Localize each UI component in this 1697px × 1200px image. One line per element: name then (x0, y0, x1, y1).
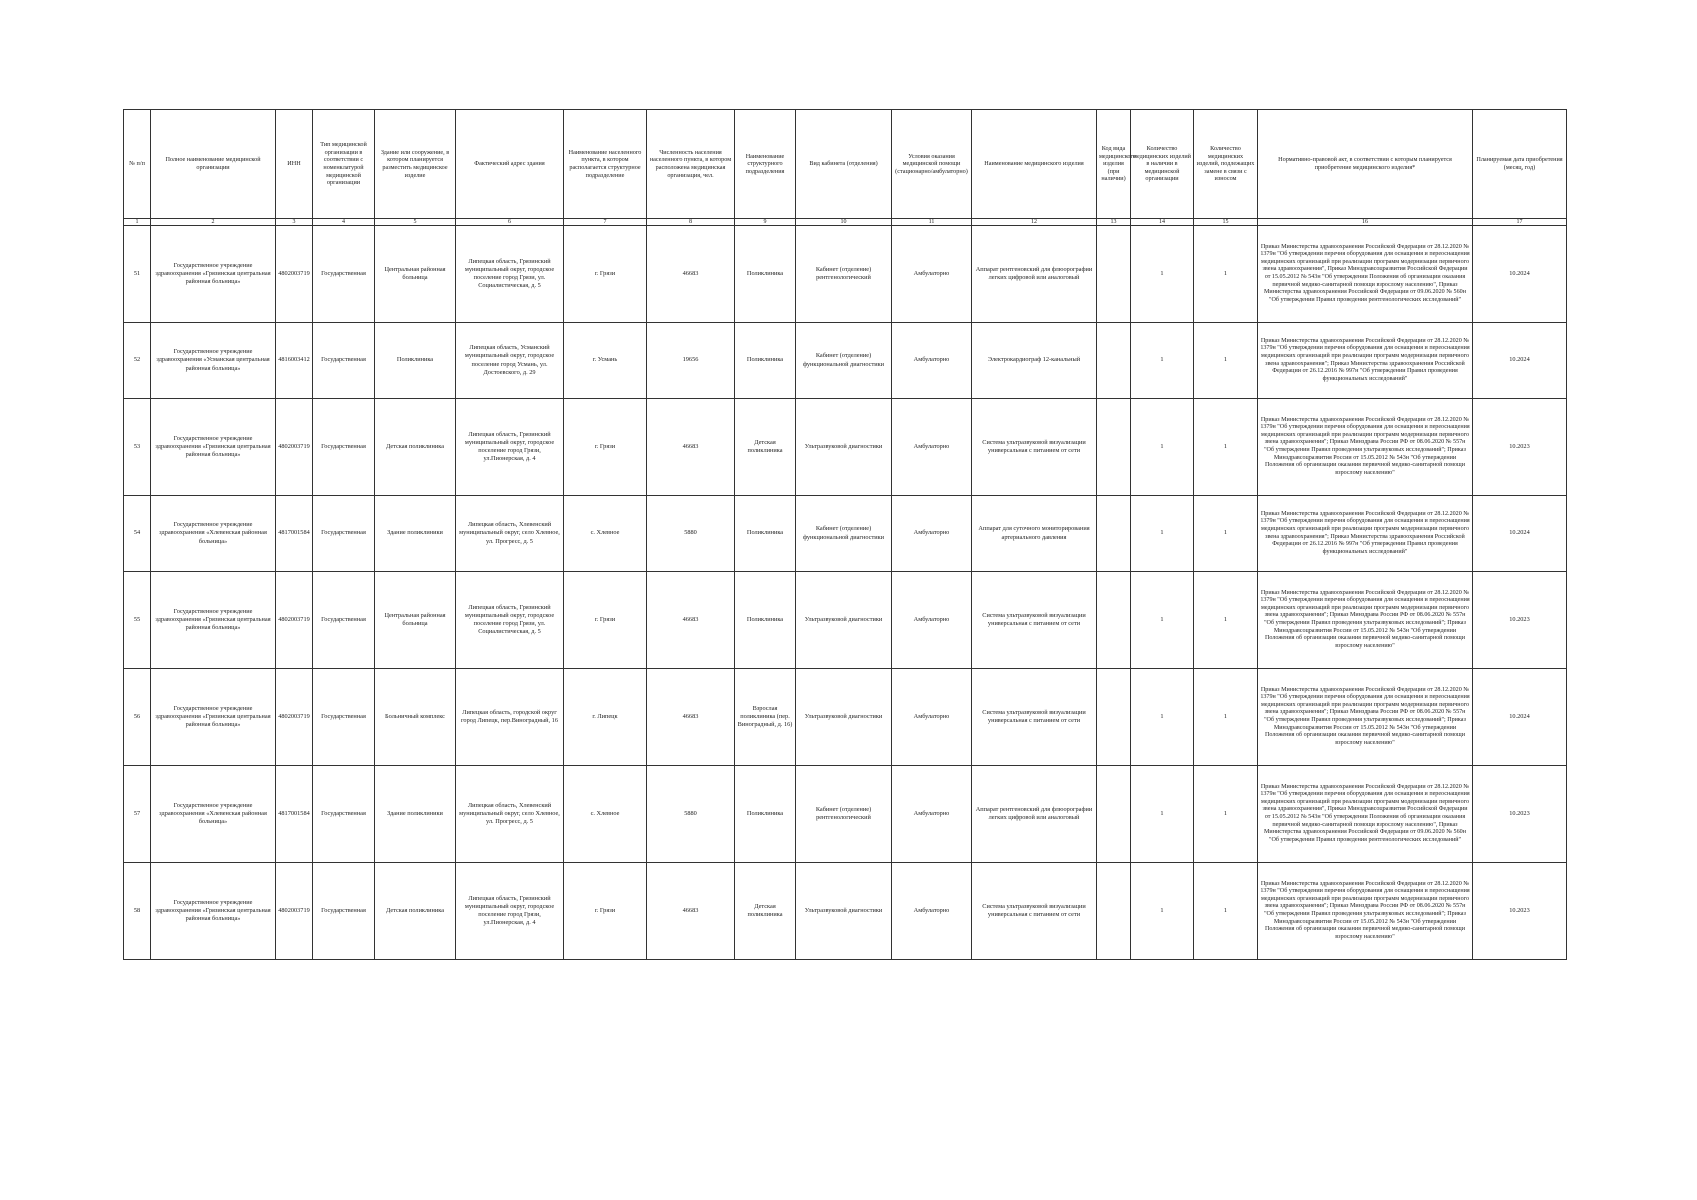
device-code-cell (1097, 572, 1131, 669)
column-number: 16 (1258, 219, 1473, 226)
cabinet-cell: Ультразвуковой диагностики (796, 669, 892, 766)
table-row (124, 399, 1567, 496)
inn-cell: 4802003719 (276, 572, 313, 669)
device-cell: Система ультразвуковой визуализации универсальная с питанием от сети (972, 399, 1097, 496)
device-code-cell (1097, 399, 1131, 496)
building-cell: Центральная районная больница (375, 226, 456, 323)
address-cell: Липецкая область, Грязинский муниципальный округ, городское поселение город Грязи, ул. Социалистическая, д. 5 (456, 226, 564, 323)
org-name-cell: Государственное учреждение здравоохранения «Хлевенская районная больница» (151, 496, 276, 572)
building-cell: Здание поликлиники (375, 496, 456, 572)
purchase-date-cell: 10.2023 (1473, 766, 1567, 863)
column-number: 8 (647, 219, 735, 226)
qty-replace-cell: 1 (1194, 323, 1258, 399)
building-cell: Поликлиника (375, 323, 456, 399)
qty-replace-cell: 1 (1194, 226, 1258, 323)
column-header: Условия оказания медицинской помощи (стационарно/амбулаторно) (892, 110, 972, 219)
conditions-cell: Амбулаторно (892, 399, 972, 496)
table-row (124, 863, 1567, 960)
qty-available-cell: 1 (1131, 766, 1194, 863)
population-cell: 46683 (647, 226, 735, 323)
column-header: Планируемая дата приобретения (месяц, год) (1473, 110, 1567, 219)
column-number: 11 (892, 219, 972, 226)
org-name-cell: Государственное учреждение здравоохранения «Грязинская центральная районная больница» (151, 572, 276, 669)
population-cell: 46683 (647, 572, 735, 669)
org-type-cell: Государственная (313, 766, 375, 863)
device-cell: Аппарат для суточного мониторирования артериального давления (972, 496, 1097, 572)
row-number-cell: 53 (124, 399, 151, 496)
column-header: Нормативно-правовой акт, в соответствии с которым планируется приобретение медицинского изделия* (1258, 110, 1473, 219)
qty-available-cell: 1 (1131, 572, 1194, 669)
device-cell: Аппарат рентгеновский для флюорографии легких цифровой или аналоговый (972, 226, 1097, 323)
population-cell: 46683 (647, 863, 735, 960)
column-header: Полное наименование медицинской организации (151, 110, 276, 219)
row-number-cell: 54 (124, 496, 151, 572)
settlement-cell: с. Хлевное (564, 496, 647, 572)
cabinet-cell: Кабинет (отделение) рентгенологический (796, 766, 892, 863)
inn-cell: 4802003719 (276, 863, 313, 960)
device-cell: Система ультразвуковой визуализации универсальная с питанием от сети (972, 572, 1097, 669)
conditions-cell: Амбулаторно (892, 572, 972, 669)
unit-cell: Поликлиника (735, 572, 796, 669)
building-cell: Детская поликлиника (375, 399, 456, 496)
unit-cell: Поликлиника (735, 226, 796, 323)
column-header: Тип медицинской организации в соответствии с номенклатурой медицинской организации (313, 110, 375, 219)
inn-cell: 4802003719 (276, 669, 313, 766)
legal-act-cell: Приказ Министерства здравоохранения Российской Федерации от 28.12.2020 № 1379н "Об утверждении перечня оборудования для оснащения и переоснащения медицинских организаций при реализации программ модернизации первичного звена здравоохранения"; Приказ Минздрава России РФ от 08.06.2020 № 557н "Об утверждении Правил проведения ультразвуковых исследований"; Приказ Минздравсоцразвития России от 15.05.2012 № 543н "Об утверждении Положения об организации оказания первичной медико-санитарной помощи взрослому населению" (1258, 669, 1473, 766)
device-cell: Электрокардиограф 12-канальный (972, 323, 1097, 399)
table-row (124, 226, 1567, 323)
address-cell: Липецкая область, Хлевенский муниципальный округ, село Хлевное, ул. Прогресс, д. 5 (456, 766, 564, 863)
org-type-cell: Государственная (313, 669, 375, 766)
org-name-cell: Государственное учреждение здравоохранения «Усманская центральная районная больница» (151, 323, 276, 399)
population-cell: 19656 (647, 323, 735, 399)
settlement-cell: с. Хлевное (564, 766, 647, 863)
org-name-cell: Государственное учреждение здравоохранения «Грязинская центральная районная больница» (151, 669, 276, 766)
qty-available-cell: 1 (1131, 863, 1194, 960)
column-number: 3 (276, 219, 313, 226)
population-cell: 46683 (647, 669, 735, 766)
inn-cell: 4802003719 (276, 399, 313, 496)
settlement-cell: г. Грязи (564, 226, 647, 323)
row-number-cell: 51 (124, 226, 151, 323)
row-number-cell: 52 (124, 323, 151, 399)
device-cell: Система ультразвуковой визуализации универсальная с питанием от сети (972, 863, 1097, 960)
conditions-cell: Амбулаторно (892, 323, 972, 399)
row-number-cell: 55 (124, 572, 151, 669)
header-row (124, 110, 1567, 219)
org-name-cell: Государственное учреждение здравоохранения «Грязинская центральная районная больница» (151, 399, 276, 496)
legal-act-cell: Приказ Министерства здравоохранения Российской Федерации от 28.12.2020 № 1379н "Об утверждении перечня оборудования для оснащения и переоснащения медицинских организаций при реализации программ модернизации первичного звена здравоохранения"; Приказ Министерства здравоохранения Российской Федерации от 26.12.2016 № 997н "Об утверждении Правил проведения функциональных исследований" (1258, 323, 1473, 399)
row-number-cell: 57 (124, 766, 151, 863)
column-number: 12 (972, 219, 1097, 226)
table-row (124, 496, 1567, 572)
org-type-cell: Государственная (313, 323, 375, 399)
column-header: Численность населения населенного пункта, в котором расположена медицинская организация, чел. (647, 110, 735, 219)
purchase-date-cell: 10.2024 (1473, 496, 1567, 572)
qty-available-cell: 1 (1131, 226, 1194, 323)
legal-act-cell: Приказ Министерства здравоохранения Российской Федерации от 28.12.2020 № 1379н "Об утверждении перечня оборудования для оснащения и переоснащения медицинских организаций при реализации программ модернизации первичного звена здравоохранения", Приказ Минздравсоцразвития Российской Федерации от 15.05.2012 № 543н "Об утверждении Положения об организации оказания первичной медико-санитарной помощи взрослому населению", Приказ Министерства здравоохранения Российской Федерации от 09.06.2020 № 560н "Об утверждении Правил проведения рентгенологических исследований" (1258, 226, 1473, 323)
device-code-cell (1097, 766, 1131, 863)
legal-act-cell: Приказ Министерства здравоохранения Российской Федерации от 28.12.2020 № 1379н "Об утверждении перечня оборудования для оснащения и переоснащения медицинских организаций при реализации программ модернизации первичного звена здравоохранения"; Приказ Минздрава России РФ от 08.06.2020 № 557н "Об утверждении Правил проведения ультразвуковых исследований"; Приказ Минздравсоцразвития России от 15.05.2012 № 543н "Об утверждении Положения об организации оказания первичной медико-санитарной помощи взрослому населению" (1258, 399, 1473, 496)
org-type-cell: Государственная (313, 572, 375, 669)
device-code-cell (1097, 863, 1131, 960)
unit-cell: Поликлиника (735, 496, 796, 572)
address-cell: Липецкая область, Хлевенский муниципальный округ, село Хлевное, ул. Прогресс, д. 5 (456, 496, 564, 572)
qty-available-cell: 1 (1131, 496, 1194, 572)
device-code-cell (1097, 669, 1131, 766)
org-name-cell: Государственное учреждение здравоохранения «Грязинская центральная районная больница» (151, 226, 276, 323)
address-cell: Липецкая область, Усманский муниципальный округ, городское поселение город Усмань, ул. Достоевского, д. 29 (456, 323, 564, 399)
conditions-cell: Амбулаторно (892, 669, 972, 766)
column-header: Наименование структурного подразделения (735, 110, 796, 219)
inn-cell: 4817001584 (276, 496, 313, 572)
qty-replace-cell: 1 (1194, 399, 1258, 496)
settlement-cell: г. Грязи (564, 399, 647, 496)
column-header: Количество медицинских изделий, подлежащих замене в связи с износом (1194, 110, 1258, 219)
column-header: Код вида медицинского изделия (при наличии) (1097, 110, 1131, 219)
building-cell: Больничный комплекс (375, 669, 456, 766)
building-cell: Детская поликлиника (375, 863, 456, 960)
qty-available-cell: 1 (1131, 669, 1194, 766)
legal-act-cell: Приказ Министерства здравоохранения Российской Федерации от 28.12.2020 № 1379н "Об утверждении перечня оборудования для оснащения и переоснащения медицинских организаций при реализации программ модернизации первичного звена здравоохранения"; Приказ Министерства здравоохранения Российской Федерации от 26.12.2016 № 997н "Об утверждении Правил проведения функциональных исследований" (1258, 496, 1473, 572)
qty-replace-cell: 1 (1194, 766, 1258, 863)
qty-replace-cell: 1 (1194, 863, 1258, 960)
column-number: 13 (1097, 219, 1131, 226)
population-cell: 46683 (647, 399, 735, 496)
table-row (124, 572, 1567, 669)
table-row (124, 669, 1567, 766)
qty-replace-cell: 1 (1194, 496, 1258, 572)
table-body (124, 226, 1567, 960)
device-cell: Система ультразвуковой визуализации универсальная с питанием от сети (972, 669, 1097, 766)
inn-cell: 4802003719 (276, 226, 313, 323)
settlement-cell: г. Грязи (564, 863, 647, 960)
settlement-cell: г. Усмань (564, 323, 647, 399)
column-number: 7 (564, 219, 647, 226)
column-number: 1 (124, 219, 151, 226)
row-number-cell: 58 (124, 863, 151, 960)
cabinet-cell: Ультразвуковой диагностики (796, 863, 892, 960)
purchase-date-cell: 10.2024 (1473, 226, 1567, 323)
column-number: 15 (1194, 219, 1258, 226)
conditions-cell: Амбулаторно (892, 496, 972, 572)
column-header: ИНН (276, 110, 313, 219)
qty-replace-cell: 1 (1194, 572, 1258, 669)
org-type-cell: Государственная (313, 226, 375, 323)
building-cell: Здание поликлиники (375, 766, 456, 863)
column-number: 10 (796, 219, 892, 226)
inn-cell: 4817001584 (276, 766, 313, 863)
unit-cell: Поликлиника (735, 766, 796, 863)
device-code-cell (1097, 323, 1131, 399)
org-type-cell: Государственная (313, 496, 375, 572)
unit-cell: Детская поликлиника (735, 399, 796, 496)
row-number-cell: 56 (124, 669, 151, 766)
building-cell: Центральная районная больница (375, 572, 456, 669)
column-number: 14 (1131, 219, 1194, 226)
population-cell: 5880 (647, 766, 735, 863)
cabinet-cell: Ультразвуковой диагностики (796, 572, 892, 669)
device-code-cell (1097, 226, 1131, 323)
column-number: 9 (735, 219, 796, 226)
cabinet-cell: Кабинет (отделение) функциональной диагностики (796, 323, 892, 399)
table-row (124, 323, 1567, 399)
column-number: 4 (313, 219, 375, 226)
unit-cell: Поликлиника (735, 323, 796, 399)
legal-act-cell: Приказ Министерства здравоохранения Российской Федерации от 28.12.2020 № 1379н "Об утверждении перечня оборудования для оснащения и переоснащения медицинских организаций при реализации программ модернизации первичного звена здравоохранения"; Приказ Минздрава России РФ от 08.06.2020 № 557н "Об утверждении Правил проведения ультразвуковых исследований"; Приказ Минздравсоцразвития России от 15.05.2012 № 543н "Об утверждении Положения об организации оказания первичной медико-санитарной помощи взрослому населению" (1258, 572, 1473, 669)
column-number: 2 (151, 219, 276, 226)
column-number-row (124, 219, 1567, 226)
column-header: Количество медицинских изделий в наличии в медицинской организации (1131, 110, 1194, 219)
org-name-cell: Государственное учреждение здравоохранения «Хлевенская районная больница» (151, 766, 276, 863)
qty-replace-cell: 1 (1194, 669, 1258, 766)
cabinet-cell: Ультразвуковой диагностики (796, 399, 892, 496)
population-cell: 5880 (647, 496, 735, 572)
qty-available-cell: 1 (1131, 399, 1194, 496)
unit-cell: Взрослая поликлиника (пер. Виноградный, д. 16) (735, 669, 796, 766)
device-code-cell (1097, 496, 1131, 572)
conditions-cell: Амбулаторно (892, 226, 972, 323)
inn-cell: 4816003412 (276, 323, 313, 399)
legal-act-cell: Приказ Министерства здравоохранения Российской Федерации от 28.12.2020 № 1379н "Об утверждении перечня оборудования для оснащения и переоснащения медицинских организаций при реализации программ модернизации первичного звена здравоохранения", Приказ Минздравсоцразвития Российской Федерации от 15.05.2012 № 543н "Об утверждении Положения об организации оказания первичной медико-санитарной помощи взрослому населению", Приказ Министерства здравоохранения Российской Федерации от 09.06.2020 № 560н "Об утверждении Правил проведения рентгенологических исследований" (1258, 766, 1473, 863)
column-header: Наименование населенного пункта, в котором располагается структурное подразделение (564, 110, 647, 219)
purchase-date-cell: 10.2023 (1473, 863, 1567, 960)
qty-available-cell: 1 (1131, 323, 1194, 399)
column-number: 6 (456, 219, 564, 226)
column-header: Фактический адрес здания (456, 110, 564, 219)
column-header: Здание или сооружение, в котором планируется разместить медицинское изделие (375, 110, 456, 219)
purchase-date-cell: 10.2023 (1473, 399, 1567, 496)
column-header: № п/п (124, 110, 151, 219)
conditions-cell: Амбулаторно (892, 766, 972, 863)
settlement-cell: г. Грязи (564, 572, 647, 669)
legal-act-cell: Приказ Министерства здравоохранения Российской Федерации от 28.12.2020 № 1379н "Об утверждении перечня оборудования для оснащения и переоснащения медицинских организаций при реализации программ модернизации первичного звена здравоохранения"; Приказ Минздрава России РФ от 08.06.2020 № 557н "Об утверждении Правил проведения ультразвуковых исследований"; Приказ Минздравсоцразвития России от 15.05.2012 № 543н "Об утверждении Положения об организации оказания первичной медико-санитарной помощи взрослому населению" (1258, 863, 1473, 960)
address-cell: Липецкая область, Грязинский муниципальный округ, городское поселение город Грязи, ул.Пионерская, д. 4 (456, 399, 564, 496)
org-type-cell: Государственная (313, 399, 375, 496)
cabinet-cell: Кабинет (отделение) функциональной диагностики (796, 496, 892, 572)
address-cell: Липецкая область, Грязинский муниципальный округ, городское поселение город Грязи, ул.Пионерская, д. 4 (456, 863, 564, 960)
conditions-cell: Амбулаторно (892, 863, 972, 960)
column-header: Наименование медицинского изделия (972, 110, 1097, 219)
device-cell: Аппарат рентгеновский для флюорографии легких цифровой или аналоговый (972, 766, 1097, 863)
address-cell: Липецкая область, Грязинский муниципальный округ, городское поселение город Грязи, ул. Социалистическая, д. 5 (456, 572, 564, 669)
column-header: Вид кабинета (отделения) (796, 110, 892, 219)
org-name-cell: Государственное учреждение здравоохранения «Грязинская центральная районная больница» (151, 863, 276, 960)
column-number: 5 (375, 219, 456, 226)
equipment-table (123, 109, 1567, 960)
address-cell: Липецкая область, городской округ город Липецк, пер.Виноградный, 16 (456, 669, 564, 766)
unit-cell: Детская поликлиника (735, 863, 796, 960)
purchase-date-cell: 10.2023 (1473, 572, 1567, 669)
column-number: 17 (1473, 219, 1567, 226)
purchase-date-cell: 10.2024 (1473, 669, 1567, 766)
org-type-cell: Государственная (313, 863, 375, 960)
purchase-date-cell: 10.2024 (1473, 323, 1567, 399)
cabinet-cell: Кабинет (отделение) рентгенологический (796, 226, 892, 323)
table-row (124, 766, 1567, 863)
settlement-cell: г. Липецк (564, 669, 647, 766)
